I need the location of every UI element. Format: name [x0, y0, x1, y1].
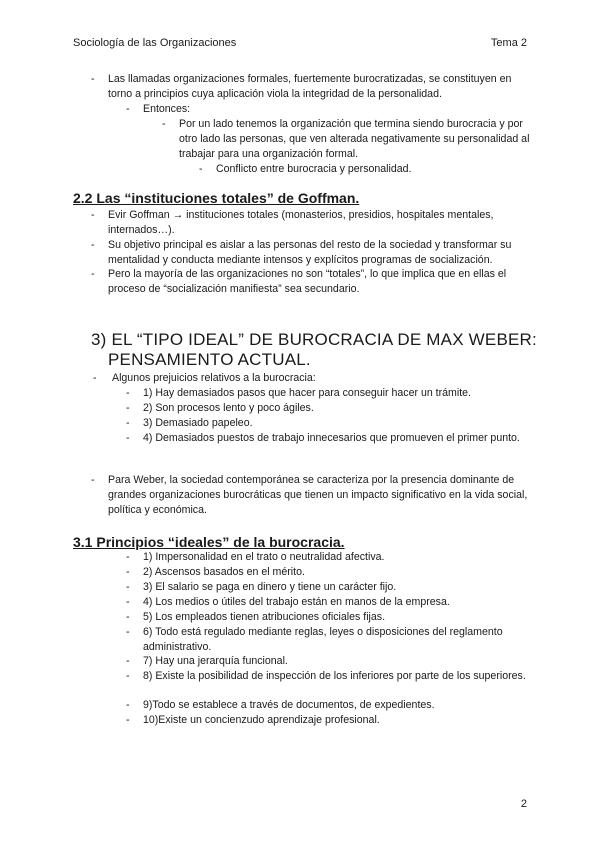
list-item: - 9)Todo se establece a través de documentos, de expedientes.	[126, 699, 435, 711]
list-item: - 1) Hay demasiados pasos que hacer para conseguir hacer un trámite.	[126, 387, 471, 399]
list-item: - Su objetivo principal es aislar a las personas del resto de la sociedad y transformar su mentalidad y conducta mediante intensos y explícitos programas de socialización.	[91, 239, 512, 267]
list-item: - 3) El salario se paga en dinero y tiene un carácter fijo.	[126, 581, 397, 593]
section-heading-3-1: 3.1 Principios “ideales” de la burocracia.	[73, 534, 345, 550]
list-item: - Evir Goffman → instituciones totales (monasterios, presidios, hospitales mentales, internados…).	[91, 209, 494, 237]
list-item: - 4) Los medios o útiles del trabajo están en manos de la empresa.	[126, 596, 450, 608]
list-item: - 4) Demasiados puestos de trabajo innecesarios que promueven el primer punto.	[126, 432, 520, 444]
header-title: Sociología de las Organizaciones	[73, 37, 237, 49]
section-heading-2-2: 2.2 Las “instituciones totales” de Goffman.	[73, 190, 360, 206]
list-item: - Algunos prejuicios relativos a la burocracia:	[93, 372, 316, 384]
list-item: - Pero la mayoría de las organizaciones no son “totales”, lo que implica que en ellas el proceso de “socialización manifiesta” sea secundario.	[91, 268, 507, 296]
list-item: - Por un lado tenemos la organización que termina siendo burocracia y por otro lado las personas, que ven alterada negativamente su personalidad al trabajar para una organización formal.	[162, 118, 530, 161]
list-item: - Entonces:	[126, 103, 191, 115]
list-item: - 7) Hay una jerarquía funcional.	[126, 655, 288, 667]
list-item: - 2) Son procesos lento y poco ágiles.	[126, 402, 314, 414]
list-item: - 3) Demasiado papeleo.	[126, 417, 253, 429]
list-item: - Para Weber, la sociedad contemporánea se caracteriza por la presencia dominante de grandes organizaciones burocráticas que tienen un impacto significativo en la vida social, política y económica.	[91, 474, 528, 517]
list-item: - 10)Existe un concienzudo aprendizaje profesional.	[126, 714, 380, 726]
list-item: - 2) Ascensos basados en el mérito.	[126, 566, 305, 578]
list-item: - Conflicto entre burocracia y personalidad.	[199, 163, 412, 175]
list-item: - 5) Los empleados tienen atribuciones oficiales fijas.	[126, 611, 386, 623]
section-heading-3-line1: 3) EL “TIPO IDEAL” DE BUROCRACIA DE MAX WEBER:	[91, 330, 537, 349]
page-number: 2	[520, 798, 527, 810]
list-item: - Las llamadas organizaciones formales, fuertemente burocratizadas, se constituyen en torno a principios cuya aplicación viola la integridad de la personalidad.	[91, 73, 512, 101]
section-heading-3-line2: PENSAMIENTO ACTUAL.	[108, 350, 311, 369]
list-item: - 8) Existe la posibilidad de inspección de los inferiores por parte de los superiores.	[126, 670, 526, 682]
header-topic: Tema 2	[490, 37, 527, 49]
list-item: - 6) Todo está regulado mediante reglas, leyes o disposiciones del reglamento administrativo.	[126, 626, 503, 654]
list-item: - 1) Impersonalidad en el trato o neutralidad afectiva.	[126, 551, 385, 563]
